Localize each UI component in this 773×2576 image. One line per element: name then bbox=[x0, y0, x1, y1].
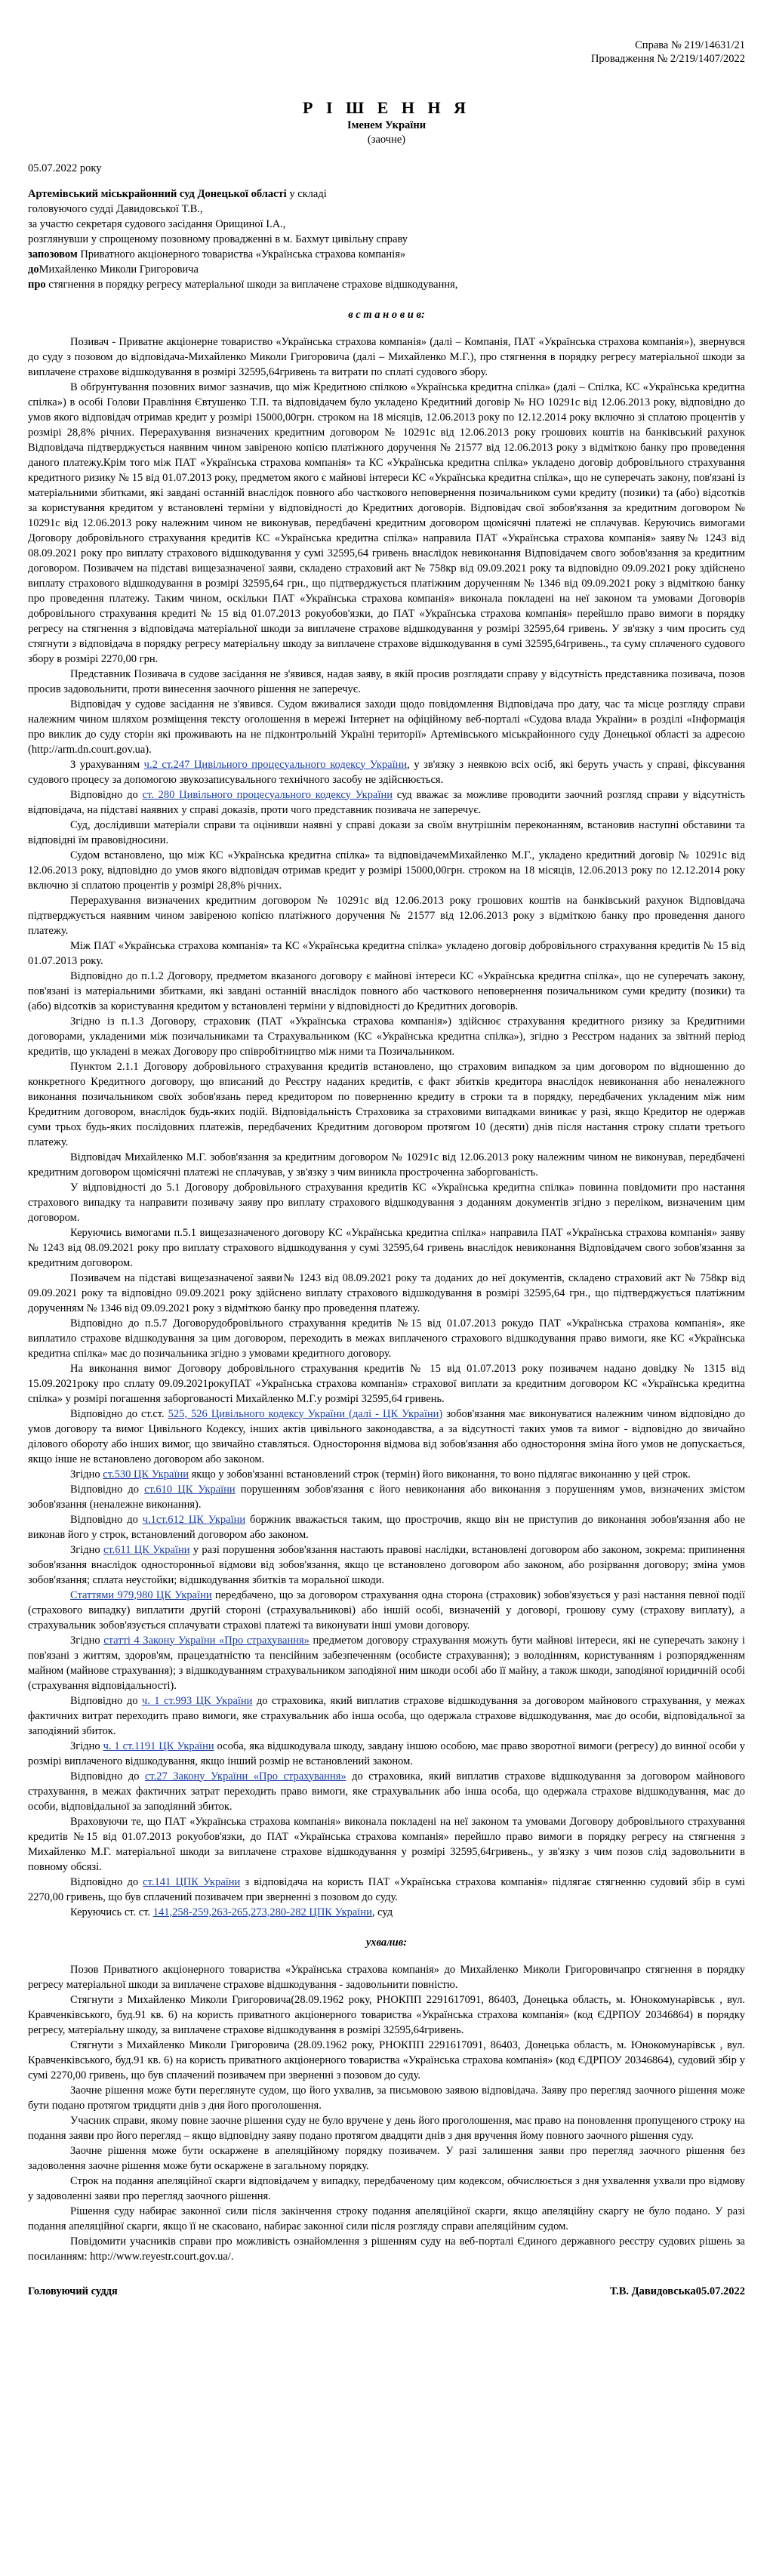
paragraph-text: з відповідача на користь ПАТ «Українська страхова компанія» підлягає стягненню судовий збір в сумі 2270,00 гривень, що був сплачений позивачем при зверненні з позовом до суду. bbox=[28, 1875, 745, 1903]
decision-date: 05.07.2022 року bbox=[28, 162, 102, 174]
paragraph-text: Відповідно до bbox=[70, 1694, 142, 1707]
signature-block bbox=[28, 2284, 745, 2299]
resolved-paragraph: Повідомити учасників справи про можливість ознайомлення з рішенням суду на веб-порталі Єдиного державного реєстру судових рішень за посиланням: http://www.reyestr.court.gov.ua/. bbox=[28, 2235, 745, 2263]
resolved-paragraph: Рішення суду набирає законної сили після закінчення строку подання апеляційної скарги, якщо апеляційну скаргу не було подано. У разі подання апеляційної скарги, якщо її не скасовано, набирає законної сили після розгляду справи апеляційним судом. bbox=[28, 2205, 745, 2232]
paragraph bbox=[28, 1814, 745, 1875]
paragraph bbox=[28, 893, 745, 938]
section-resolved-heading: ухвалив: bbox=[366, 1936, 407, 1949]
paragraph-text: Судом встановлено, що між КС «Українська кредитна спілка» та відповідачемМихайленко М.Г., укладено кредитний договір № 10291с від 12.06.2013 року, відповідно до умов якого відповідач отримав кредит у розмірі 15000,00грн. строком на 18 місяців, 12.06.2013 року по 12.12.2014 року включно зі сплатою процентів у розмірі 28,8% річних. bbox=[28, 849, 745, 892]
paragraph bbox=[28, 1150, 745, 1180]
paragraph-text: боржник вважається таким, що прострочив, якщо він не приступив до виконання зобов'язання або не виконав його у строк, встановлений договором або законом. bbox=[28, 1513, 746, 1541]
paragraph-text: Представник Позивача в судове засідання не з'явився, надав заяву, в якій просив розглядати справу у відсутність представника позивача, позов просив задовольнити, проти винесення заочного рішення не заперечує. bbox=[28, 667, 745, 695]
law-reference-link[interactable]: ст.530 ЦК України bbox=[103, 1468, 189, 1481]
court-line-text: розглянувши у спрощеному позовному провадженні в м. Бахмут цивільну справу bbox=[28, 233, 408, 245]
section-established-heading: в с т а н о в и в: bbox=[348, 308, 425, 321]
decision-subtitle: Іменем України bbox=[346, 119, 427, 131]
paragraph bbox=[28, 969, 745, 1014]
paragraph bbox=[28, 380, 745, 667]
court-line-bold: до bbox=[28, 263, 39, 276]
signature-role: Головуючий суддя bbox=[28, 2285, 118, 2297]
paragraph-text: Позивачем на підставі вищезазначеної заяви№ 1243 від 08.09.2021 року та доданих до неї документів, складено страховий акт № 758кр від 09.09.2021 року та відповідно 09.09.2021 року здійснено виплату страхового відшкодування в розмірі 32595,64 грн., що підтверджується платіжним дорученням № 1346 від 09.09.2021 року з відміткою банку про проведення платежу. bbox=[28, 1271, 745, 1314]
signature-name: Т.В. Давидовська05.07.2022 bbox=[609, 2285, 745, 2297]
paragraph-text: Відповідно до bbox=[70, 1513, 143, 1526]
paragraph-text: суд вважає за можливе проводити заочний розгляд справи у відсутність відповідача, на підставі наявних у справі доказів, проти чого представник позивача не заперечує. bbox=[28, 788, 746, 816]
court-line-text: Михайленко Миколи Григоровича bbox=[38, 263, 199, 276]
court-composition bbox=[28, 186, 745, 292]
paragraph bbox=[28, 1316, 745, 1361]
court-line bbox=[28, 217, 745, 232]
paragraph bbox=[28, 1588, 745, 1633]
court-line-bold: Артемівський міськрайонний суд Донецької області bbox=[28, 187, 287, 200]
paragraph bbox=[28, 1407, 745, 1467]
paragraph-text: Перерахування визначених кредитним договором № 10291с від 12.06.2013 року грошових коштів на банківський рахунок Відповідача підтверджується наявним чином завіреною копією платіжного доручення № 21577 від 12.06.2013 року з відміткою банку про проведення даного платежу. bbox=[28, 894, 745, 937]
paragraph-text: якщо у зобов'язанні встановлений строк (термін) його виконання, то воно підлягає виконанню у цей строк. bbox=[189, 1468, 691, 1481]
paragraph-text: Згідно bbox=[70, 1634, 104, 1647]
paragraph bbox=[28, 1225, 745, 1271]
paragraph-text: Відповідач Михайленко М.Г. зобов'язання за кредитним договором № 10291с від 12.06.2013 року належним чином не виконував, передбачені кредитним договором щомісячні платежі не сплачував, у зв'язку з чим виникла простроченна заборгованість. bbox=[28, 1151, 745, 1179]
paragraph-text: В обґрунтування позовних вимог зазначив, що між Кредитною спілкою «Українська кредитна спілка» (далі – Спілка, КС «Українська кредитна спілка») в особі Голови Правління Євтушенко Т.П. та відповідачем було укладено Кредитний договір № НО 10291с від 12.06.2013 року, відповідно до умов якого відповідач отримав кредит у розмірі 15000,00грн. строком на 18 місяців, 12.06.2013 року по 12.12.2014 року включно зі сплатою процентів у розмірі 28,8% річних. Перерахування визначених кредитним договором № 10291с від 12.06.2013 року грошових коштів на банківський рахунок Відповідача підтверджується наявним чином завіреною копією платіжного доручення № 21577 від 12.06.2013 року з відміткою банку про проведення даного платежу.Крім того між ПАТ «Українська страхова компанія» та КС «Українська кредитна спілка» укладено договір добровільного страхування кредитного ризику № 15 від 01.07.2013 року, предметом якого є майнові інтереси КС «Українська кредитна спілка», що не суперечать закону, пов'язані із матеріальними збитками, які завдані останній внаслідок повного або часткового неповернення позичальником суми кредиту (позики) та (або) відсотків за користування кредитом у встановлені терміни у відповідності до Кредитних договорів. Відповідач свої зобов'язання за кредитним договором № 10291с від 12.06.2013 року належним чином не виконував, передбачені кредитним договором щомісячні платежі не сплачував. Керуючись вимогами Договору добровільного страхування кредитів КС «Українська кредитна спілка» направила ПАТ «Українська страхова компанія» заяву№ 1243 від 08.09.2021 року про виплату страхового відшкодування у сумі 32595,64 гривень внаслідок невиконання Відповідачем свого зобов'язання за кредитним договором. Позивачем на підставі вищезазначеної заяви, складено страховий акт № 758кр від 09.09.2021 року та відповідно 09.09.2021 року здійснено виплату страхового відшкодування в розмірі 32595,64 грн., що підтверджується платіжним дорученням № 1346 від 09.09.2021 року з відміткою банку про проведення платежу. Таким чином, оскільки ПАТ «Українська страхова компанія» виконала покладені на неї законом та умовами Договорів добровільного страхування кредиті № 15 від 01.07.2013 рокуобов'язки, до ПАТ «Українська страхова компанія» перейшло право вимоги в порядку регресу на стягнення з відповідача матеріальної шкоди за виплачене страхове відшкодування у розмірі 32595,64 гривень. У зв'язку з чим просить суд стягнути з відповідача в порядку регресу матеріальну шкоду за виплачене страхове відшкодування в сумі 32595,64гривень., та суму сплаченого судового збору в розмірі 2270,00 грн. bbox=[28, 381, 745, 665]
paragraph bbox=[28, 1059, 745, 1150]
paragraph bbox=[28, 938, 745, 969]
law-reference-link[interactable]: 525, 526 Цивільного кодексу України (далі - ЦК України) bbox=[168, 1407, 443, 1420]
established-body bbox=[28, 334, 745, 1920]
resolved-paragraph: Заочне рішення може бути оскаржене в апеляційному порядку позивачем. У разі залишення заяви про перегляд заочного рішення без задоволення заочне рішення може бути оскаржене в загальному порядку. bbox=[28, 2144, 745, 2172]
paragraph bbox=[28, 1875, 745, 1905]
court-line bbox=[28, 247, 745, 262]
court-line-text: стягнення в порядку регресу матеріальної шкоди за виплачене страхове відшкодування, bbox=[45, 278, 458, 291]
paragraph-text: зобов'язання має виконуватися належним чином відповідно до умов договору та вимог Цивільного Кодексу, інших актів цивільного законодавства, а за відсутності таких умов та вимог - відповідно до звичайно ділового обороту або інших вимог, що звичайно ставляться. Одностороння відмова від зобов'язання або одностороння зміна його умов не допускається, якщо інше не встановлено договором або законом. bbox=[28, 1407, 746, 1465]
paragraph bbox=[28, 1467, 745, 1482]
paragraph bbox=[28, 1482, 745, 1512]
paragraph-text: Згідно bbox=[70, 1543, 103, 1556]
law-reference-link[interactable]: ст.27 Закону України «Про страхування» bbox=[144, 1770, 346, 1783]
law-reference-link[interactable]: ст. 280 Цивільного процесуального кодексу України bbox=[142, 788, 393, 801]
paragraph bbox=[28, 787, 745, 818]
paragraph-text: у разі порушення зобов'язання настають правові наслідки, встановлені договором або законом, зокрема: припинення зобов'язання внаслідок односторонньої відмови від зобов'язання, якщо це встановлено договором або законом, або розірвання договору; зміна умов зобов'язання; сплата неустойки; відшкодування збитків та моральної шкоди. bbox=[28, 1543, 745, 1586]
resolved-paragraph: Строк на подання апеляційної скарги відповідачем у випадку, передбаченому цим кодексом, обчислюється з дня ухвалення ухвали про відмову у задоволенні заяви про перегляд заочного рішення. bbox=[28, 2174, 745, 2202]
paragraph-text: Керуючись ст. ст. bbox=[70, 1906, 153, 1918]
paragraph-text: У відповідності до 5.1 Договору добровільного страхування кредитів КС «Українська кредитна спілка» повинна повідомити про настання страхового випадку та направити позивачу заяву про виплату страхового відшкодування з доданням документів згідно з переліком, визначеним цим договором. bbox=[28, 1181, 745, 1224]
court-line bbox=[28, 262, 745, 277]
law-reference-link[interactable]: ч. 1 ст.1191 ЦК України bbox=[103, 1739, 214, 1752]
paragraph bbox=[28, 1739, 745, 1769]
paragraph-text: Відповідно до bbox=[70, 1483, 145, 1496]
paragraph-text: до страховика, який виплатив страхове відшкодування за договором майнового страхування, у межах фактичних витрат переходить право вимоги, яке страхувальник або інша особа, що одержала страхове відшкодування, має до особи, відповідальної за заподіяний збиток. bbox=[28, 1694, 746, 1737]
paragraph-text: З урахуванням bbox=[70, 758, 144, 771]
court-line-text: Приватного акціонерного товариства «Українська страхова компанія» bbox=[77, 248, 406, 260]
resolved-paragraph: Позов Приватного акціонерного товариства «Українська страхова компанія» до Михайленко Миколи Григоровичапро стягнення в порядку регресу матеріальної шкоди за виплачене страхове відшкодування - задовольнити повністю. bbox=[28, 1963, 745, 1991]
resolved-paragraph: Стягнути з Михайленко Миколи Григоровича(28.09.1962 року, РНОКПП 2291617091, 86403, Донецька область, м. Юнокомунарівськ , вул. Кравченківського, буд.91 кв. 6) на користь приватного акціонерного товариства «Українська страхова компанія» (код ЄДРПОУ 20346864) в порядку регресу, матеріальну шкоду, за виплачене страхове відшкодування в розмірі 32595,64гривень. bbox=[28, 1993, 745, 2036]
paragraph-text: Керуючись вимогами п.5.1 вищезазначеного договору КС «Українська кредитна спілка» направила ПАТ «Українська страхова компанія» заяву № 1243 від 08.09.2021 року про виплату страхового відшкодування у сумі 32595,64 гривень внаслідок невиконання Відповідачем свого зобов'язання за кредитним договором. bbox=[28, 1226, 745, 1269]
paragraph-text: предметом договору страхування можуть бути майнові інтереси, які не суперечать закону і пов'язані з життям, здоров'ям, працездатністю та пенсійним забезпеченням (особисте страхування); з володінням, користуванням і розпорядженням майном (майнове страхування); з відшкодуванням страхувальником заподіяної ним шкоди особі або її майну, а також шкоди, заподіяної юридичній особі (страхування відповідальності). bbox=[28, 1634, 745, 1692]
law-reference-link[interactable]: статті 4 Закону України «Про страхування» bbox=[103, 1634, 310, 1647]
paragraph-text: Відповідно до п.1.2 Договору, предметом вказаного договору є майнові інтереси КС «Українська кредитна спілка», що не суперечать закону, пов'язані із матеріальними збитками, які завдані останній внаслідок повного або часткового неповернення позичальником суми кредиту (позики) та (або) відсотків за користування кредитом у встановлені терміни у відповідності до Кредитних договорів. bbox=[28, 969, 745, 1012]
paragraph bbox=[28, 1361, 745, 1407]
paragraph bbox=[28, 848, 745, 893]
paragraph-text: порушенням зобов'язання є його невиконання або виконання з порушенням умов, визначених змістом зобов'язання (неналежне виконання). bbox=[28, 1483, 745, 1511]
court-line-text: у складі bbox=[286, 187, 327, 200]
court-line-text: головуючого судді Давидовської Т.В., bbox=[28, 202, 203, 215]
paragraph-text: Відповідно до bbox=[70, 1875, 143, 1888]
court-line bbox=[28, 277, 745, 292]
paragraph bbox=[28, 667, 745, 697]
court-line-bold: про bbox=[28, 278, 46, 291]
paragraph bbox=[28, 1769, 745, 1814]
resolved-paragraph: Заочне рішення може бути переглянуте судом, що його ухвалив, за письмовою заявою відповідача. Заяву про перегляд заочного рішення може бути подано протягом тридцяти днів з дня його проголошення. bbox=[28, 2084, 745, 2112]
paragraph bbox=[28, 1271, 745, 1316]
court-line-text: за участю секретаря судового засідання Орищиної І.А., bbox=[28, 217, 286, 230]
decision-type: (заочне) bbox=[367, 133, 406, 146]
law-reference-link[interactable]: Статтями 979,980 ЦК України bbox=[70, 1588, 212, 1601]
decision-title: Р І Ш Е Н Н Я bbox=[303, 98, 470, 118]
paragraph-text: Відповідно до bbox=[70, 788, 143, 801]
paragraph-text: На виконання вимог Договору добровільного страхування кредитів № 15 від 01.07.2013 року позивачем надано довідку № 1315 від 15.09.2021року про сплату 09.09.2021рокуПАТ «Українська страхова компанія» страхової виплати за кредитним договором КС «Українська кредитна спілка» у розмірі погашення заборгованості Михайленко М.Г.у розмірі 32595,64 гривень. bbox=[28, 1362, 745, 1405]
paragraph-text: , у зв'язку з неявкою всіх осіб, які беруть участь у справі, фіксування судового процесу за допомогою звукозаписувального технічного засобу не здійснюється. bbox=[28, 758, 745, 786]
paragraph-text: Суд, дослідивши матеріали справи та оцінивши наявні у справі докази за своїм внутрішнім переконанням, встановив наступні обставини та відповідні їм правовідносини. bbox=[28, 818, 745, 846]
paragraph-text: Враховуючи те, що ПАТ «Українська страхова компанія» виконала покладені на неї законом та умовами Договору добровільного страхування кредитів №15 від 01.07.2013 рокуобов'язки, до ПАТ «Українська страхова компанія» перейшло право вимоги в порядку регресу на стягнення з Михайленко М.Г. матеріальної шкоди за виплачене страхове відшкодування у розмірі 32595,64гривень., у зв'язку з чим позов слід задовольнити в повному обсязі. bbox=[28, 1815, 745, 1873]
court-line bbox=[28, 186, 745, 202]
paragraph bbox=[28, 1693, 745, 1739]
case-number-block bbox=[28, 39, 745, 66]
paragraph bbox=[28, 1542, 745, 1588]
law-reference-link[interactable]: 141,258-259,263-265,273,280-282 ЦПК України bbox=[152, 1906, 372, 1918]
paragraph-text: Відповідно до п.5.7 Договорудобровільного страхування кредитів №15 від 01.07.2013 рокудо ПАТ «Українська страхова компанія», яке виплатило страхове відшкодування за цим договором, переходить в межах виплаченого страхового відшкодування право вимоги, яке КС «Українська кредитна спілка» має до позичальника згідно з умовами кредитного договору. bbox=[28, 1317, 745, 1360]
paragraph-text: Відповідно до ст.ст. bbox=[70, 1407, 168, 1420]
paragraph-text: Відповідно до bbox=[70, 1770, 145, 1783]
resolved-paragraph: Стягнути з Михайленко Миколи Григоровича (28.09.1962 року, РНОКПП 2291617091, 86403, Донецька область, м. Юнокомунарівськ , вул. Кравченківського, буд.91 кв. 6) на користь приватного акціонерного товариства «Українська страхова компанія» (код ЄДРПОУ 20346864), судовий збір у сумі 2270,00 гривень, що був сплачений позивачем при зверненні з позовом до суду. bbox=[28, 2038, 745, 2081]
paragraph-text: передбачено, що за договором страхування одна сторона (страховик) зобов'язується у разі настання певної події (страхового випадку) виплатити другій стороні (страхувальникові) або іншій особі, визначеній у договорі, грошову суму (страхову виплату), а страхувальник зобов'язується сплачувати страхові платежі та виконувати інші умови договору. bbox=[28, 1588, 745, 1632]
paragraph bbox=[28, 757, 745, 787]
paragraph-text: до страховика, який виплатив страхове відшкодування за договором майнового страхування, в межах фактичних затрат переходить право вимоги, яке страхувальник або інша особа, що одержала страхове відшкодування, має до особи, відповідальної за заподіяний збиток. bbox=[28, 1770, 745, 1813]
court-line-bold: запозовом bbox=[28, 248, 78, 260]
law-reference-link[interactable]: ст.611 ЦК України bbox=[103, 1543, 190, 1556]
paragraph-text: особа, яка відшкодувала шкоду, завдану іншою особою, має право зворотної вимоги (регресу) до винної особи у розмірі виплаченого відшкодування, якщо інший розмір не встановлений законом. bbox=[28, 1739, 745, 1767]
case-number: Справа № 219/14631/21 bbox=[635, 39, 745, 51]
resolved-body bbox=[28, 1962, 745, 2264]
law-reference-link[interactable]: ст.141 ЦПК України bbox=[143, 1875, 241, 1888]
paragraph-text: Згідно bbox=[70, 1468, 103, 1481]
paragraph-text: Згідно із п.1.3 Договору, страховик (ПАТ «Українська страхова компанія») здійснює страхування кредитного ризику за Кредитними договорами, укладеними між позичальниками та Страхувальником (КС «Українська кредитна спілка»), згідно з Реєстром наданих за звітний період кредитів, що укладені в межах Договору про співробітництво між ними та Позичальником. bbox=[28, 1015, 745, 1058]
law-reference-link[interactable]: ч. 1 ст.993 ЦК України bbox=[141, 1694, 253, 1707]
paragraph bbox=[28, 1905, 745, 1920]
paragraph bbox=[28, 697, 745, 757]
paragraph bbox=[28, 1014, 745, 1059]
proceeding-number: Провадження № 2/219/1407/2022 bbox=[590, 52, 745, 65]
law-reference-link[interactable]: ст.610 ЦК України bbox=[144, 1483, 236, 1496]
paragraph-text: Між ПАТ «Українська страхова компанія» та КС «Українська кредитна спілка» укладено договір добровільного страхування кредитів № 15 від 01.07.2013 року. bbox=[28, 939, 745, 967]
court-line bbox=[28, 232, 745, 247]
law-reference-link[interactable]: ч.2 ст.247 Цивільного процесуального кодексу України bbox=[143, 758, 408, 771]
law-reference-link[interactable]: ч.1ст.612 ЦК України bbox=[142, 1513, 246, 1526]
paragraph-text: Позивач - Приватне акціонерне товариство «Українська страхова компанія» (далі – Компанія, ПАТ «Українська страхова компанія»), звернувся до суду з позовом до відповідача-Михайленко Миколи Григоровича (далі – Михайленко М.Г.), про стягнення в порядку регресу матеріальної шкоди за виплачене страхове відшкодування в розмірі 32595,64гривень та витрати по сплаті судового збору. bbox=[28, 335, 745, 378]
paragraph bbox=[28, 1180, 745, 1225]
paragraph bbox=[28, 334, 745, 380]
court-line bbox=[28, 202, 745, 217]
paragraph-text: Пунктом 2.1.1 Договору добровільного страхування кредитів встановлено, що страховим випадком за цим договором по відношенню до конкретного Кредитного договору, що вписаний до Реєстру наданих кредитів, є факт збитків кредитора внаслідок невиконання або неналежного виконання позичальником своїх зобов'язань перед кредитором по поверненню кредиту в строки та в порядку, передбачених укладеним між ним Кредитним договором, внаслідок будь-яких подій. Відповідальність Страховика за страховими випадками виникає у разі, якщо Кредитор не одержав суми трьох будь-яких послідовних платежів, передбачених Кредитним договором протягом 10 (десяти) днів після настання строку сплати третього платежу. bbox=[28, 1060, 745, 1148]
paragraph bbox=[28, 818, 745, 848]
paragraph bbox=[28, 1633, 745, 1693]
paragraph-text: Згідно bbox=[70, 1739, 103, 1752]
paragraph-text: Відповідач у судове засідання не з'явився. Судом вживалися заходи щодо повідомлення Відповідача про дату, час та місце розгляду справи належним чином шляхом розміщення тексту оголошення в мережі Інтернет на офіційному веб-порталі «Судова влада України» в розділі «Інформація про виклик до суду сторін які проживають на не підконтрольній Україні території» Артемівського міськрайонного суду Донецької області за адресою (http://arm.dn.court.gov.ua). bbox=[28, 698, 745, 756]
paragraph-text: , суд bbox=[371, 1906, 393, 1918]
paragraph bbox=[28, 1512, 745, 1542]
resolved-paragraph: Учасник справи, якому повне заочне рішення суду не було вручене у день його проголошення, має право на поновлення пропущеного строку на подання заяви про його перегляд – якщо відповідну заяву подано протягом двадцяти днів з дня вручення йому повного заочного рішення суду. bbox=[28, 2114, 745, 2142]
